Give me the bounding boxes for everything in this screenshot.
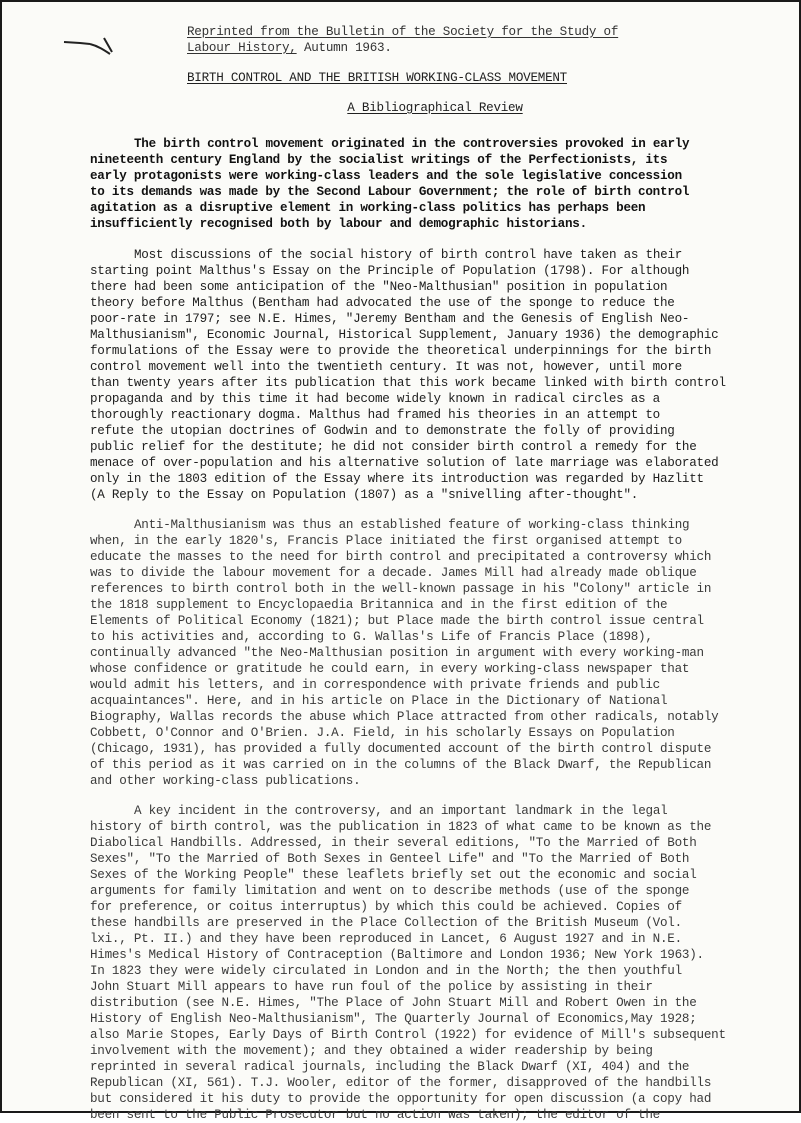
paragraph-line: reprinted in several radical journals, including the Black Dwarf (XI, 404) and the (90, 1060, 690, 1074)
paragraph-line: formulations of the Essay were to provide the theoretical underpinnings for the birth (90, 344, 712, 358)
paragraph-line: thoroughly reactionary dogma. Malthus had framed his theories in an attempt to (90, 408, 660, 422)
paragraph-line: The birth control movement originated in the controversies provoked in early (134, 137, 690, 151)
paragraph-line: public relief for the destitute; he did not consider birth control a remedy for the (90, 440, 697, 454)
paragraph-4 (90, 803, 780, 1123)
paragraph-line: history of birth control, was the publication in 1823 of what came to be known as the (90, 820, 712, 834)
paragraph-line: Most discussions of the social history of birth control have taken as their (134, 248, 683, 262)
paragraph-line: In 1823 they were widely circulated in London and in the North; the then youthful (90, 964, 682, 978)
paragraph-line: Republican (XI, 561). T.J. Wooler, editor of the former, disapproved of the handbills (90, 1076, 712, 1090)
paragraph-line: educate the masses to the need for birth control and precipitated a controversy which (90, 550, 712, 564)
paragraph-line: Elements of Political Economy (1821); but Place made the birth control issue central (90, 614, 704, 628)
paragraph-line: of this period as it was carried on in the columns of the Black Dwarf, the Republican (90, 758, 712, 772)
paragraph-line: menace of over-population and his alternative solution of late marriage was elaborated (90, 456, 719, 470)
paragraph-line: when, in the early 1820's, Francis Place initiated the first organised attempt to (90, 534, 682, 548)
paragraph-line: Diabolical Handbills. Addressed, in their several editions, "To the Married of Both (90, 836, 697, 850)
paragraph-line: involvement with the movement); and they obtained a wider readership by being (90, 1044, 653, 1058)
paragraph-line: also Marie Stopes, Early Days of Birth Control (1922) for evidence of Mill's subsequent (90, 1028, 726, 1042)
paragraph-line: for preference, or coitus interruptus) by which this could be achieved. Copies of (90, 900, 682, 914)
paragraph-line: references to birth control both in the well-known passage in his "Colony" article in (90, 582, 712, 596)
paragraph-line: there had been some anticipation of the "Neo-Malthusian" position in population (90, 280, 668, 294)
paragraph-line: Malthusianism", Economic Journal, Historical Supplement, January 1936) the demographic (90, 328, 719, 342)
document-body (90, 24, 780, 1123)
paragraph-line: been sent to the Public Prosecutor but no action was taken); the editor of the (90, 1108, 660, 1122)
paragraph-line: A key incident in the controversy, and an important landmark in the legal (134, 804, 668, 818)
source-line: Reprinted from the Bulletin of the Society for the Study of (187, 25, 619, 39)
paragraph-line: arguments for family limitation and went on to describe methods (use of the sponge (90, 884, 690, 898)
paragraph-line: only in the 1803 edition of the Essay where its introduction was regarded by Hazlitt (90, 472, 704, 486)
paragraph-1 (90, 136, 780, 232)
paragraph-line: (Chicago, 1931), has provided a fully documented account of the birth control dispute (90, 742, 712, 756)
paragraph-line: Sexes of the Working People" these leaflets briefly set out the economic and social (90, 868, 697, 882)
issue-date: Autumn 1963. (303, 41, 392, 55)
page-title: BIRTH CONTROL AND THE BRITISH WORKING-CLASS MOVEMENT (187, 71, 567, 85)
paragraph-line: acquaintances". Here, and in his article on Place in the Dictionary of National (90, 694, 668, 708)
paragraph-line: Biography, Wallas records the abuse which Place attracted from other radicals, notably (90, 710, 719, 724)
journal-line (187, 41, 392, 55)
paragraph-line: John Stuart Mill appears to have run foul of the police by assisting in their (90, 980, 653, 994)
paragraph-line: to its demands was made by the Second Labour Government; the role of birth control (90, 185, 690, 199)
journal-name: Labour History, (187, 41, 297, 55)
paragraph-line: control movement well into the twentieth century. It was not, however, until more (90, 360, 682, 374)
paragraph-line: distribution (see N.E. Himes, "The Place of John Stuart Mill and Robert Owen in the (90, 996, 697, 1010)
paragraph-line: these handbills are preserved in the Place Collection of the British Museum (Vol. (90, 916, 682, 930)
paragraph-line: would admit his letters, and in correspondence with private friends and public (90, 678, 660, 692)
paragraph-line: Sexes", "To the Married of Both Sexes in Genteel Life" and "To the Married of Both (90, 852, 690, 866)
paragraph-line: (A Reply to the Essay on Population (1807) as a "snivelling after-thought". (90, 488, 639, 502)
paragraph-line: continually advanced "the Neo-Malthusian position in argument with every working-man (90, 646, 704, 660)
paragraph-line: propaganda and by this time it had become widely known in radical circles as a (90, 392, 660, 406)
paragraph-line: insufficiently recognised both by labour and demographic historians. (90, 217, 587, 231)
paragraph-line: to his activities and, according to G. Wallas's Life of Francis Place (1898), (90, 630, 653, 644)
paragraph-3 (90, 517, 780, 789)
paragraph-line: early protagonists were working-class leaders and the sole legislative concession (90, 169, 682, 183)
paragraph-line: was to divide the labour movement for a decade. James Mill had already made oblique (90, 566, 697, 580)
paragraph-line: Himes's Medical History of Contraception (Baltimore and London 1936; New York 1963). (90, 948, 704, 962)
paragraph-line: History of English Neo-Malthusianism", The Quarterly Journal of Economics,May 1928; (90, 1012, 697, 1026)
paragraph-line: Cobbett, O'Connor and O'Brien. J.A. Field, in his scholarly Essays on Population (90, 726, 675, 740)
paragraph-line: and other working-class publications. (90, 774, 361, 788)
paragraph-2 (90, 247, 780, 503)
paragraph-line: nineteenth century England by the socialist writings of the Perfectionists, its (90, 153, 668, 167)
reprint-header (187, 24, 780, 56)
paragraph-line: Anti-Malthusianism was thus an established feature of working-class thinking (134, 518, 690, 532)
paragraph-line: than twenty years after its publication that this work became linked with birth control (90, 376, 726, 390)
paragraph-line: the 1818 supplement to Encyclopaedia Britannica and in the first edition of the (90, 598, 668, 612)
paragraph-line: theory before Malthus (Bentham had advocated the use of the sponge to reduce the (90, 296, 675, 310)
paragraph-line: but considered it his duty to provide the opportunity for open discussion (a copy had (90, 1092, 712, 1106)
paragraph-line: poor-rate in 1797; see N.E. Himes, "Jeremy Bentham and the Genesis of English Neo- (90, 312, 690, 326)
paragraph-line: starting point Malthus's Essay on the Principle of Population (1798). For although (90, 264, 690, 278)
paragraph-line: refute the utopian doctrines of Godwin and to demonstrate the folly of providing (90, 424, 675, 438)
paragraph-line: agitation as a disruptive element in working-class politics has perhaps been (90, 201, 646, 215)
paragraph-line: whose confidence or gratitude he could earn, in every working-class newspaper that (90, 662, 690, 676)
page-subtitle: A Bibliographical Review (347, 101, 523, 115)
paragraph-line: lxi., Pt. II.) and they have been reproduced in Lancet, 6 August 1927 and in N.E. (90, 932, 682, 946)
